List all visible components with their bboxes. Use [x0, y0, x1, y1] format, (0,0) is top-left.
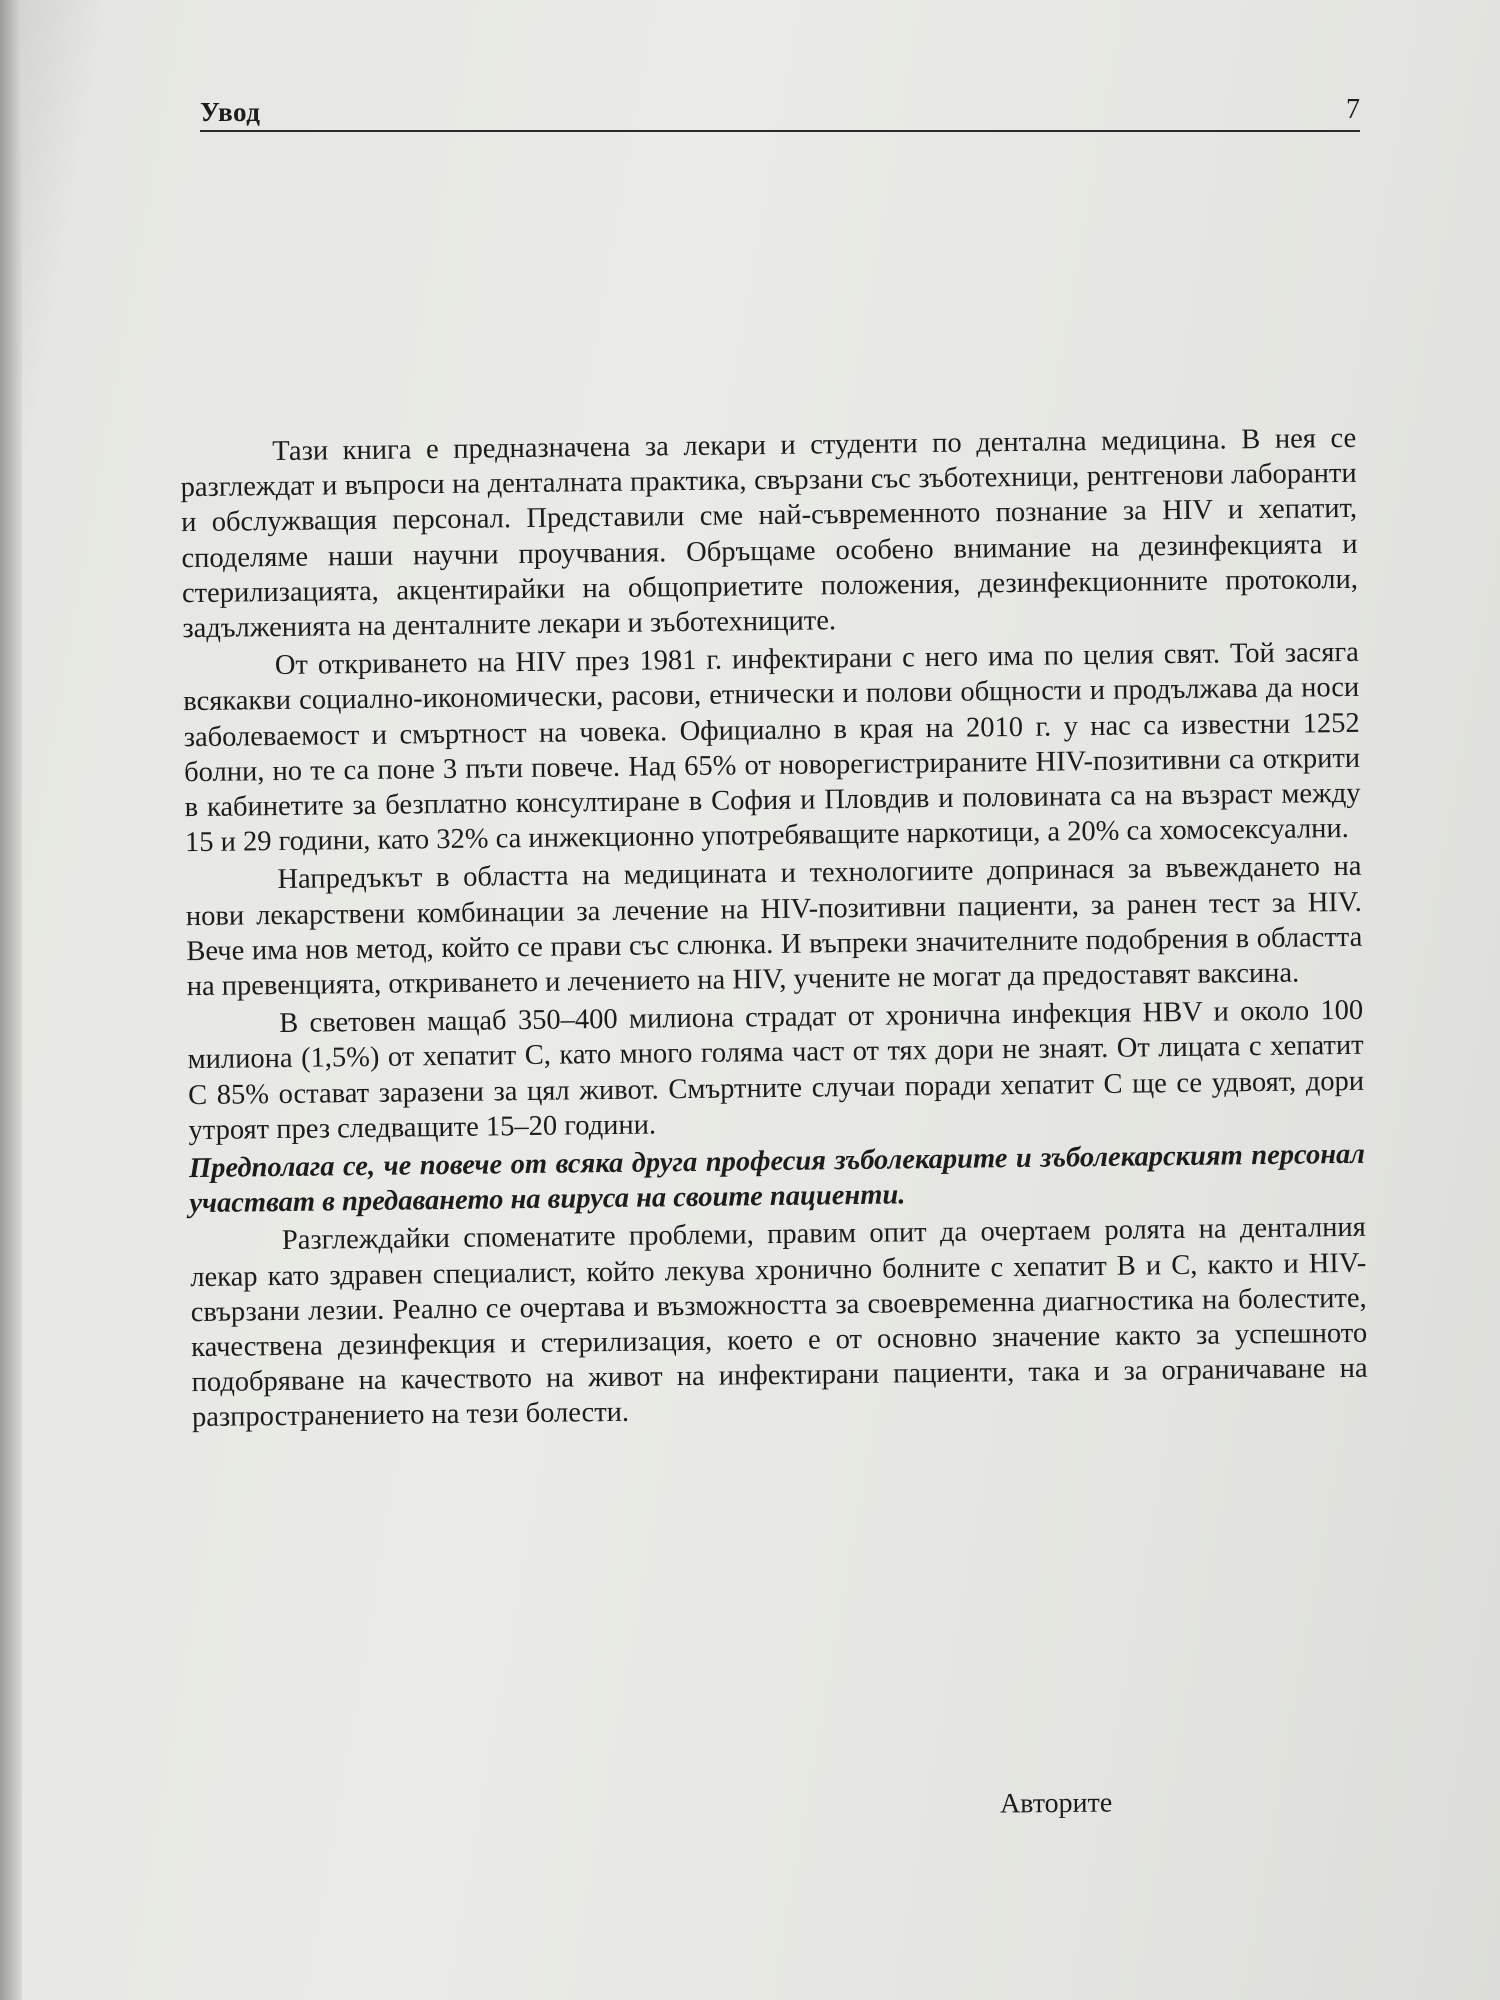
- running-header: [200, 92, 1360, 132]
- page-number: 7: [1346, 94, 1360, 125]
- paragraph-hiv: От откриването на HIV през 1981 г. инфектирани с него има по целия свят. Той засяга всякакви социално-икономически, расови, етнически и полови общности и продължава да носи заболеваемост и смъртност на човека. Официално в края на 2010 г. у нас са известни 1252 болни, но те са поне 3 пъти повече. Над 65% от новорегистрираните HIV-позитивни са открити в кабинетите за безплатно консултиране в София и Пловдив и половината са на възраст между 15 и 29 години, като 32% са инжекционно употребяващите наркотици, а 20% са хомосексуални.: [183, 637, 1361, 859]
- page-gutter: [0, 0, 22, 2000]
- chapter-title: Увод: [200, 97, 261, 127]
- paragraph-progress: Напредъкът в областта на медицината и технологиите допринася за въвеждането на нови лекарствени комбинации за лечение на HIV-позитивни пациенти, за ранен тест за HIV. Вече има нов метод, който се прави със слюнка. И въпреки значителните подобрения в областта на превенцията, откриването и лечението на HIV, учените не могат да предоставят ваксина.: [185, 851, 1363, 1003]
- paragraph-intro: Тази книга е предназначена за лекари и студенти по дентална медицина. В нея се разглеждат и въпроси на денталната практика, свързани със зъботехници, рентгенови лаборанти и обслужващия персонал. Представили сме най-съвременното познание за HIV и хепатит, споделяме наши научни проучвания. Обръщаме особено внимание на дезинфекцията и стерилизацията, акцентирайки на общоприетите положения, дезинфекционните протоколи, задълженията на денталните лекари и зъботехниците.: [180, 422, 1359, 645]
- body-text: [180, 421, 1368, 1439]
- signature: Авторите: [999, 1787, 1113, 1820]
- paragraph-closing: Разглеждайки споменатите проблеми, правим опит да очертаем ролята на денталния лекар като здравен специалист, който лекува хронично болните с хепатит В и С, както и HIV-свързани лезии. Реално се очертава и възможността за своевременна диагностика на болестите, качествена дезинфекция и стерилизация, което е от основно значение както за успешното подобряване на качеството на живот на инфектирани пациенти, така и за ограничаване на разпространението на тези болести.: [190, 1212, 1368, 1434]
- emphasis-statement: Предполага се, че повече от всяка друга професия зъболекарите и зъболекарският персонал участват в предаването на вируса на своите пациенти.: [188, 1138, 1366, 1220]
- paragraph-hepatitis: В световен мащаб 350–400 милиона страдат от хронична инфекция HBV и около 100 милиона (1,5%) от хепатит С, като много голяма част от тях дори не знаят. От лицата с хепатит С 85% остават заразени за цял живот. Смъртните случаи поради хепатит С ще се удвоят, дори утроят през следващите 15–20 години.: [187, 995, 1365, 1146]
